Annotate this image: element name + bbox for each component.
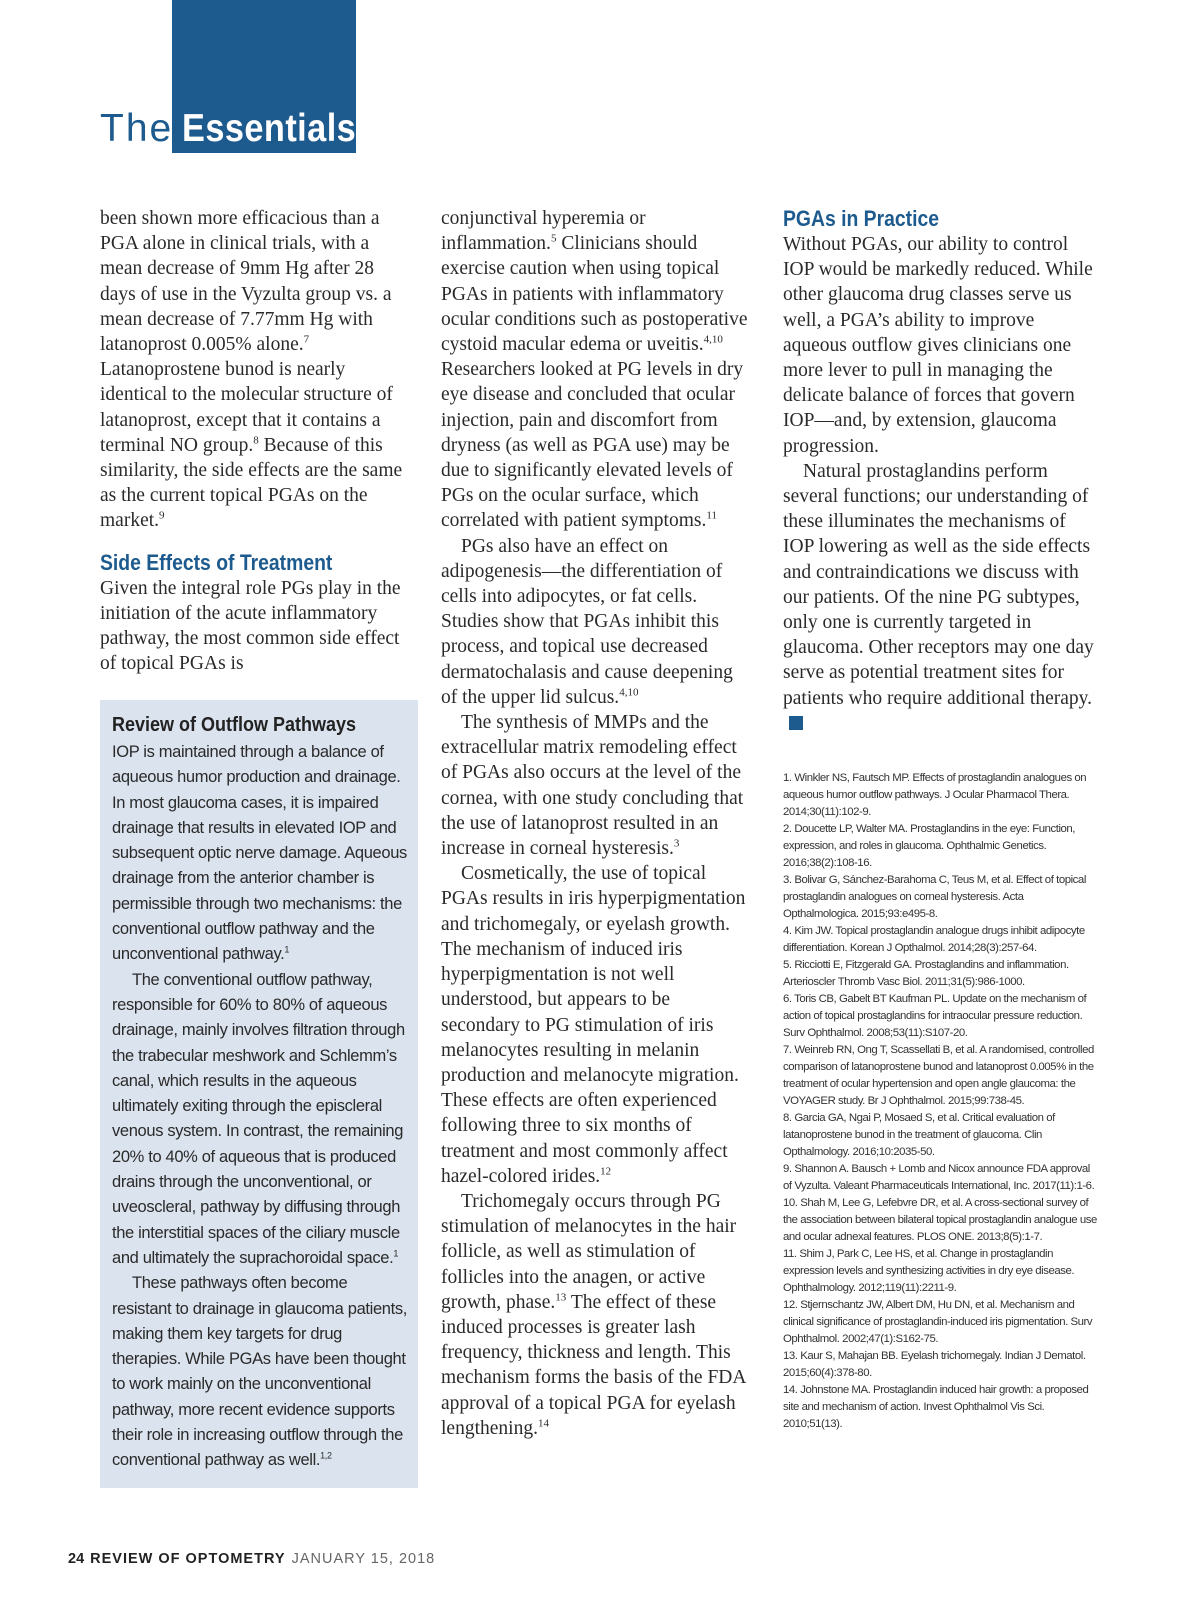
section-tag-essentials: Essentials [182,107,357,150]
section-heading-pgas-in-practice: PGAs in Practice [783,206,940,231]
reference-item: 1. Winkler NS, Fautsch MP. Effects of prostaglandin analogues on aqueous humor outflow pathways. J Ocular Pharmacol Thera. 2014;30(11):102-9. [783,772,1087,818]
sidebar-paragraph: IOP is maintained through a balance of aqueous humor production and drainage. In most glaucoma cases, it is impaired drainage that results in elevated IOP and subsequent optic nerve damage. Aqueous drainage from the anterior chamber is permissible through two mechanisms: the conventional outflow pathway and the unconventional pathway.$^1$ [112,743,407,964]
sidebar-text [112,740,408,1474]
sidebar-title: Review of Outflow Pathways [112,714,357,736]
column-2 [441,206,753,1441]
reference-item: 5. Ricciotti E, Fitzgerald GA. Prostaglandins and inflammation. Arterioscler Thromb Vasc Biol. 2011;31(5):986-1000. [783,959,1069,988]
reference-item: 14. Johnstone MA. Prostaglandin induced hair growth: a proposed site and mechanism of action. Invest Ophthalmol Vis Sci. 2010;51(13). [783,1384,1089,1430]
paragraph: PGs also have an effect on adipogenesis—the differentiation of cells into adipocytes, or fat cells. Studies show that PGAs inhibit this process, and topical use decreased dermatochalasis and cause deepening of the upper lid sulcus.$^{4,10}$ [441,535,733,708]
reference-item: 11. Shim J, Park C, Lee HS, et al. Change in prostaglandin expression levels and synthesizing activities in dry eye disease. Ophthalmology. 2012;119(11):2211-9. [783,1248,1075,1294]
reference-item: 6. Toris CB, Gabelt BT Kaufman PL. Update on the mechanism of action of topical prostaglandins for intraocular pressure reduction. Surv Ophthalmol. 2008;53(11):S107-20. [783,993,1087,1039]
paragraph: Trichomegaly occurs through PG stimulation of melanocytes in the hair follicle, as well as stimulation of follicles into the anagen, or active growth, phase.$^{13}$ The effect of these induced processes is greater lash frequency, thickness and length. This mechanism forms the basis of the FDA approval of a topical PGA for eyelash lengthening.$^{14}$ [441,1190,746,1439]
paragraph: conjunctival hyperemia or inflammation.$^5$ Clinicians should exercise caution when using topical PGAs in patients with inflammatory ocular conditions such as postoperative cystoid macular edema or uveitis.$^{4,10}$ Researchers looked at PG levels in dry eye disease and concluded that ocular injection, pain and discomfort from dryness (as well as PGA use) may be due to significantly elevated levels of PGs on the ocular surface, which correlated with patient symptoms.$^{11}$ [441,208,748,532]
reference-item: 7. Weinreb RN, Ong T, Scassellati B, et al. A randomised, controlled comparison of latanoprostene bunod and latanoprost 0.005% in the treatment of ocular hypertension and open angle glaucoma: the VOYAGER study. Br J Ophthalmol. 2015;99:738-45. [783,1044,1094,1107]
reference-item: 4. Kim JW. Topical prostaglandin analogue drugs inhibit adipocyte differentiation. Korean J Opthalmol. 2014;28(3):257-64. [783,925,1085,954]
sidebar-outflow-pathways [100,700,418,1488]
paragraph: The synthesis of MMPs and the extracellular matrix remodeling effect of PGAs also occurs at the level of the cornea, with one study concluding that the use of latanoprost resulted in an increase in corneal hysteresis.$^3$ [441,712,744,860]
reference-item: 12. Stjernschantz JW, Albert DM, Hu DN, et al. Mechanism and clinical significance of prostaglandin-induced iris pigmentation. Surv Ophthalmol. 2002;47(1):S162-75. [783,1299,1093,1345]
page-number: 24 [68,1551,85,1567]
paragraph: Given the integral role PGs play in the initiation of the acute inflammatory pathway, the most common side effect of topical PGAs is [100,577,401,675]
column-2-text [441,206,753,1441]
publication-name: REVIEW OF OPTOMETRY [90,1551,286,1567]
column-3-text [783,232,1099,736]
section-tag [100,104,380,154]
issue-date: JANUARY 15, 2018 [291,1551,436,1567]
end-of-article-square-icon [789,716,803,730]
paragraph: been shown more efficacious than a PGA alone in clinical trials, with a mean decrease of 9mm Hg after 28 days of use in the Vyzulta group vs. a mean decrease of 7.77mm Hg with latanoprost 0.005% alone.$^7$ Latanoprostene bunod is nearly identical to the molecular structure of latanoprost, except that it contains a terminal NO group.$^8$ Because of this similarity, the side effects are the same as the current topical PGAs on the market.$^9$ [100,208,403,532]
paragraph: Without PGAs, our ability to control IOP would be markedly reduced. While other glaucoma drug classes serve us well, a PGA’s ability to improve aqueous outflow gives clinicians one more lever to pull in managing the delicate balance of forces that govern IOP—and, by extension, glaucoma progression. [783,234,1093,457]
section-heading-side-effects: Side Effects of Treatment [100,549,333,575]
reference-item: 2. Doucette LP, Walter MA. Prostaglandins in the eye: Function, expression, and roles in glaucoma. Ophthalmic Genetics. 2016;38(2):108-16. [783,823,1076,869]
column-1 [100,206,410,676]
paragraph: Cosmetically, the use of topical PGAs results in iris hyperpigmentation and trichomegaly, or eyelash growth. The mechanism of induced iris hyperpigmentation is not well understood, but appears to be secondary to PG stimulation of iris melanocytes resulting in melanin production and melanocyte migration. These effects are often experienced following three to six months of treatment and most commonly affect hazel-colored irides.$^{12}$ [441,863,746,1187]
reference-item: 9. Shannon A. Bausch + Lomb and Nicox announce FDA approval of Vyzulta. Valeant Pharmaceuticals International, Inc. 2017(11):1-6. [783,1163,1095,1192]
column-1-text-2 [100,576,410,677]
column-3 [783,206,1099,736]
reference-item: 13. Kaur S, Mahajan BB. Eyelash trichomegaly. Indian J Dematol. 2015;60(4):378-80. [783,1350,1086,1379]
page-footer [68,1551,435,1567]
sidebar-paragraph: These pathways often become resistant to drainage in glaucoma patients, making them key targets for drug therapies. While PGAs have been thought to work mainly on the unconventional pathway, more recent evidence supports their role in increasing outflow through the conventional pathway as well.$^{1,2}$ [112,1274,407,1470]
column-1-text [100,206,410,534]
paragraph: Natural prostaglandins perform several functions; our understanding of these illuminates the mechanisms of IOP lowering as well as the side effects and contraindications we discuss with our patients. Of the nine PG subtypes, only one is currently targeted in glaucoma. Other receptors may one day serve as potential treatment sites for patients who require additional therapy. [783,459,1099,736]
sidebar-paragraph: The conventional outflow pathway, responsible for 60% to 80% of aqueous drainage, mainly involves filtration through the trabecular meshwork and Schlemm’s canal, which results in the aqueous ultimately exiting through the episcleral venous system. In contrast, the remaining 20% to 40% of aqueous that is produced drains through the unconventional, or uveoscleral, pathway by diffusing through the interstitial spaces of the ciliary muscle and ultimately the suprachoroidal space.$^1$ [112,970,405,1267]
references-list [783,770,1101,1433]
section-tag-the: The [100,107,174,150]
reference-item: 8. Garcia GA, Ngai P, Mosaed S, et al. Critical evaluation of latanoprostene bunod in the treatment of glaucoma. Clin Opthalmology. 2016;10:2035-50. [783,1112,1055,1158]
reference-item: 10. Shah M, Lee G, Lefebvre DR, et al. A cross-sectional survey of the association between bilateral topical prostaglandin analogue use and ocular adnexal features. PLOS ONE. 2013;8(5):1-7. [783,1197,1097,1243]
reference-item: 3. Bolivar G, Sánchez-Barahoma C, Teus M, et al. Effect of topical prostaglandin analogues on corneal hysteresis. Acta Opthalmologica. 2015;93:e495-8. [783,874,1086,920]
